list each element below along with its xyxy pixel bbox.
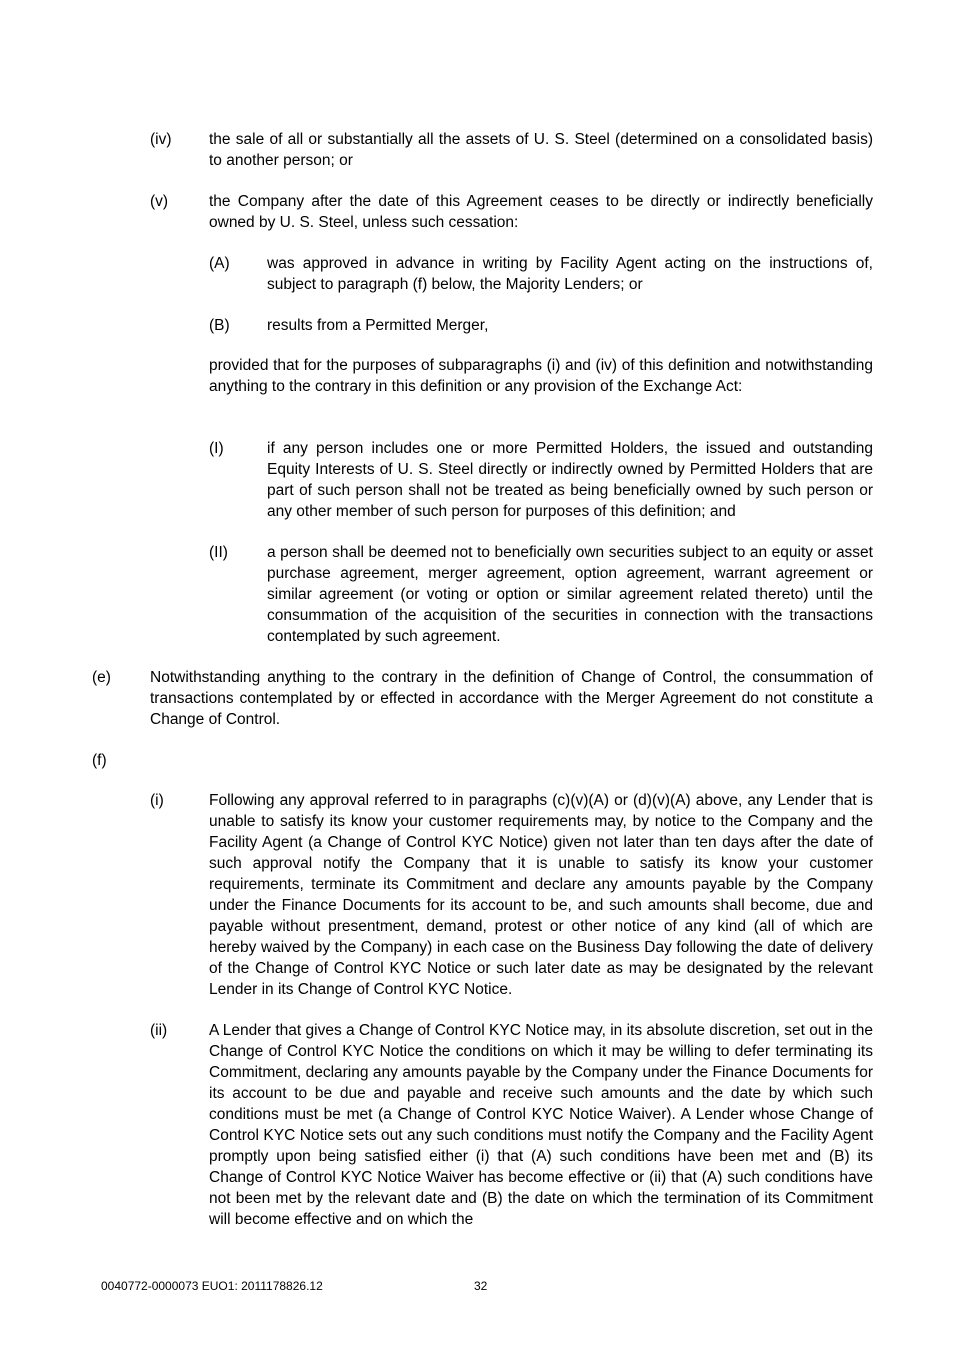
footer-document-reference: 0040772-0000073 EUO1: 2011178826.12 [101,1279,323,1293]
clause-v-b-text: results from a Permitted Merger, [267,317,489,334]
proviso-ii-text: a person shall be deemed not to beneficially own securities subject to an equity or asset purchase agreement, merger agreement, option agreement, warrant agreement or similar agreement (or voting or option or similar agreement related thereto) until the consummation of the acquisition of the securities in connection with the transactions contemplated by such agreement. [267,544,873,645]
clause-e-label: (e) [92,669,111,686]
clause-f-ii-text: A Lender that gives a Change of Control KYC Notice may, in its absolute discretion, set out in the Change of Control KYC Notice the conditions on which it may be willing to defer terminating its Commitment, declaring any amounts payable by the Company under the Finance Documents for its account to be due and payable and receive such amounts and the date by which such conditions must be met (a Change of Control KYC Notice Waiver). A Lender whose Change of Control KYC Notice sets out any such conditions must notify the Company and the Facility Agent promptly upon being satisfied either (i) that (A) such conditions have been met and (B) its Change of Control KYC Notice Waiver has become effective or (ii) that (A) such conditions have not been met by the relevant date and (B) the date on which the termination of its Commitment will become effective and on which the [209,1022,873,1228]
clause-f-i-label: (i) [150,792,164,809]
clause-f-label: (f) [92,752,107,769]
clause-f-ii-label: (ii) [150,1022,168,1039]
clause-f-i-text: Following any approval referred to in paragraphs (c)(v)(A) or (d)(v)(A) above, any Lender that is unable to satisfy its know your customer requirements may, by notice to the Company and the Facility Agent (a Change of Control KYC Notice) given not later than ten days after the date of such approval notify the Company that it is unable to satisfy its know your customer requirements, terminate its Commitment and declare any amounts payable by the Company under the Finance Documents for its account to be, and such amounts shall become, due and payable without presentment, demand, protest or other notice of any kind (all of which are hereby waived by the Company) in each case on the Business Day following the date of delivery of the Change of Control KYC Notice or such later date as may be designated by the relevant Lender in its Change of Control KYC Notice. [209,792,873,998]
proviso-text: provided that for the purposes of subparagraphs (i) and (iv) of this definition and notwithstanding anything to the contrary in this definition or any provision of the Exchange Act: [209,357,873,395]
clause-v-a-text: was approved in advance in writing by Facility Agent acting on the instructions of, subject to paragraph (f) below, the Majority Lenders; or [267,255,873,293]
proviso-ii-label: (II) [209,544,228,561]
clause-v-text: the Company after the date of this Agreement ceases to be directly or indirectly beneficially owned by U. S. Steel, unless such cessation: [209,193,873,231]
clause-v-label: (v) [150,193,169,210]
proviso-i-label: (I) [209,440,224,457]
proviso-i-text: if any person includes one or more Permitted Holders, the issued and outstanding Equity Interests of U. S. Steel directly or indirectly owned by Permitted Holders that are part of such person shall not be treated as being beneficially owned by such person or any other member of such person for purposes of this definition; and [267,440,873,520]
clause-iv-text: the sale of all or substantially all the assets of U. S. Steel (determined on a consolidated basis) to another person; or [209,131,873,169]
clause-e-text: Notwithstanding anything to the contrary in the definition of Change of Control, the consummation of transactions contemplated by or effected in accordance with the Merger Agreement do not constitute a Change of Control. [150,669,873,728]
clause-v-b-label: (B) [209,317,230,334]
clause-v-a-label: (A) [209,255,230,272]
footer-page-number: 32 [474,1279,488,1293]
clause-iv-label: (iv) [150,131,172,148]
